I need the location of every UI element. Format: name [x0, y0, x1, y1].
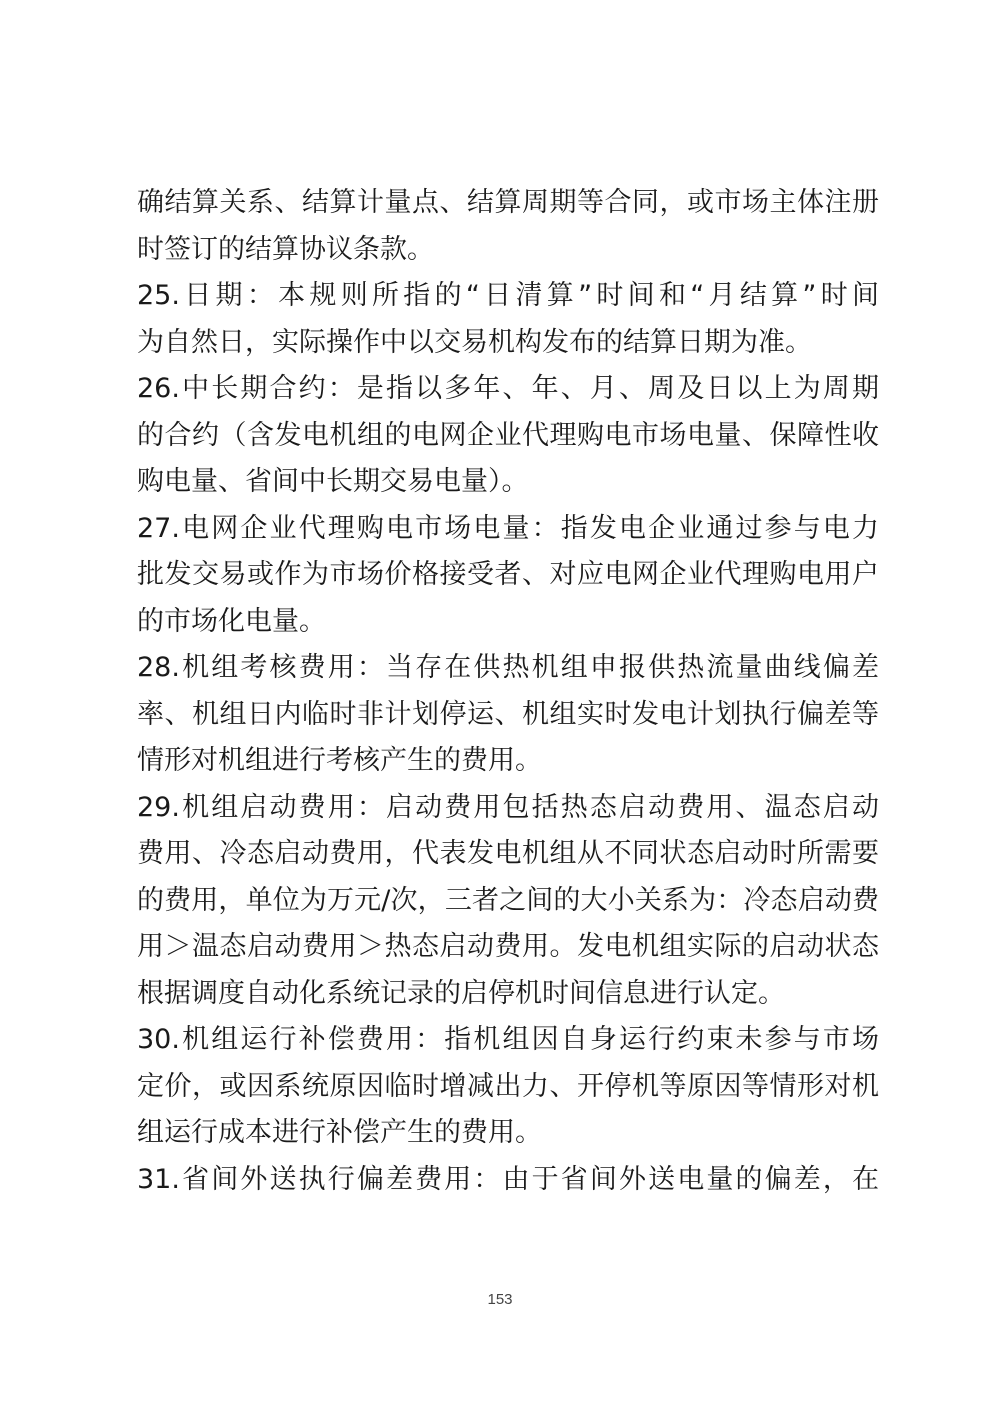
text-line: 27.电网企业代理购电市场电量：指发电企业通过参与电力: [137, 512, 879, 544]
text-line: 组运行成本进行补偿产生的费用。: [137, 1117, 542, 1148]
text-line: 时签订的结算协议条款。: [137, 233, 434, 265]
text-line: 购电量、省间中长期交易电量）。: [137, 466, 529, 497]
text-line: 的市场化电量。: [137, 605, 326, 637]
text-line: 30.机组运行补偿费用：指机组因自身运行约束未参与市场: [137, 1024, 879, 1055]
text-line: 费用、冷态启动费用，代表发电机组从不同状态启动时所需要: [137, 838, 879, 869]
text-line: 29.机组启动费用：启动费用包括热态启动费用、温态启动: [137, 791, 879, 823]
text-line: 28.机组考核费用：当存在供热机组申报供热流量曲线偏差: [137, 652, 879, 683]
text-line: 31.省间外送执行偏差费用：由于省间外送电量的偏差，在: [137, 1163, 879, 1195]
text-line: 用＞温态启动费用＞热态启动费用。发电机组实际的启动状态: [137, 931, 879, 962]
text-line: 根据调度自动化系统记录的启停机时间信息进行认定。: [137, 977, 785, 1009]
body-text: [137, 180, 879, 1203]
text-line: 情形对机组进行考核产生的费用。: [137, 745, 542, 776]
text-line: 确结算关系、结算计量点、结算周期等合同，或市场主体注册: [137, 187, 879, 218]
page-number: 153: [487, 1291, 513, 1308]
text-line: 定价，或因系统原因临时增减出力、开停机等原因等情形对机: [137, 1070, 879, 1102]
text-line: 26.中长期合约：是指以多年、年、月、周及日以上为周期: [137, 373, 879, 404]
text-line: 的合约（含发电机组的电网企业代理购电市场电量、保障性收: [137, 419, 879, 451]
text-line: 为自然日，实际操作中以交易机构发布的结算日期为准。: [137, 326, 812, 358]
text-line: 的费用，单位为万元/次，三者之间的大小关系为：冷态启动费: [137, 884, 879, 916]
text-line: 批发交易或作为市场价格接受者、对应电网企业代理购电用户: [137, 559, 879, 590]
text-line: 25.日期：本规则所指的“日清算”时间和“月结算”时间: [137, 280, 879, 311]
text-line: 率、机组日内临时非计划停运、机组实时发电计划执行偏差等: [137, 698, 879, 730]
